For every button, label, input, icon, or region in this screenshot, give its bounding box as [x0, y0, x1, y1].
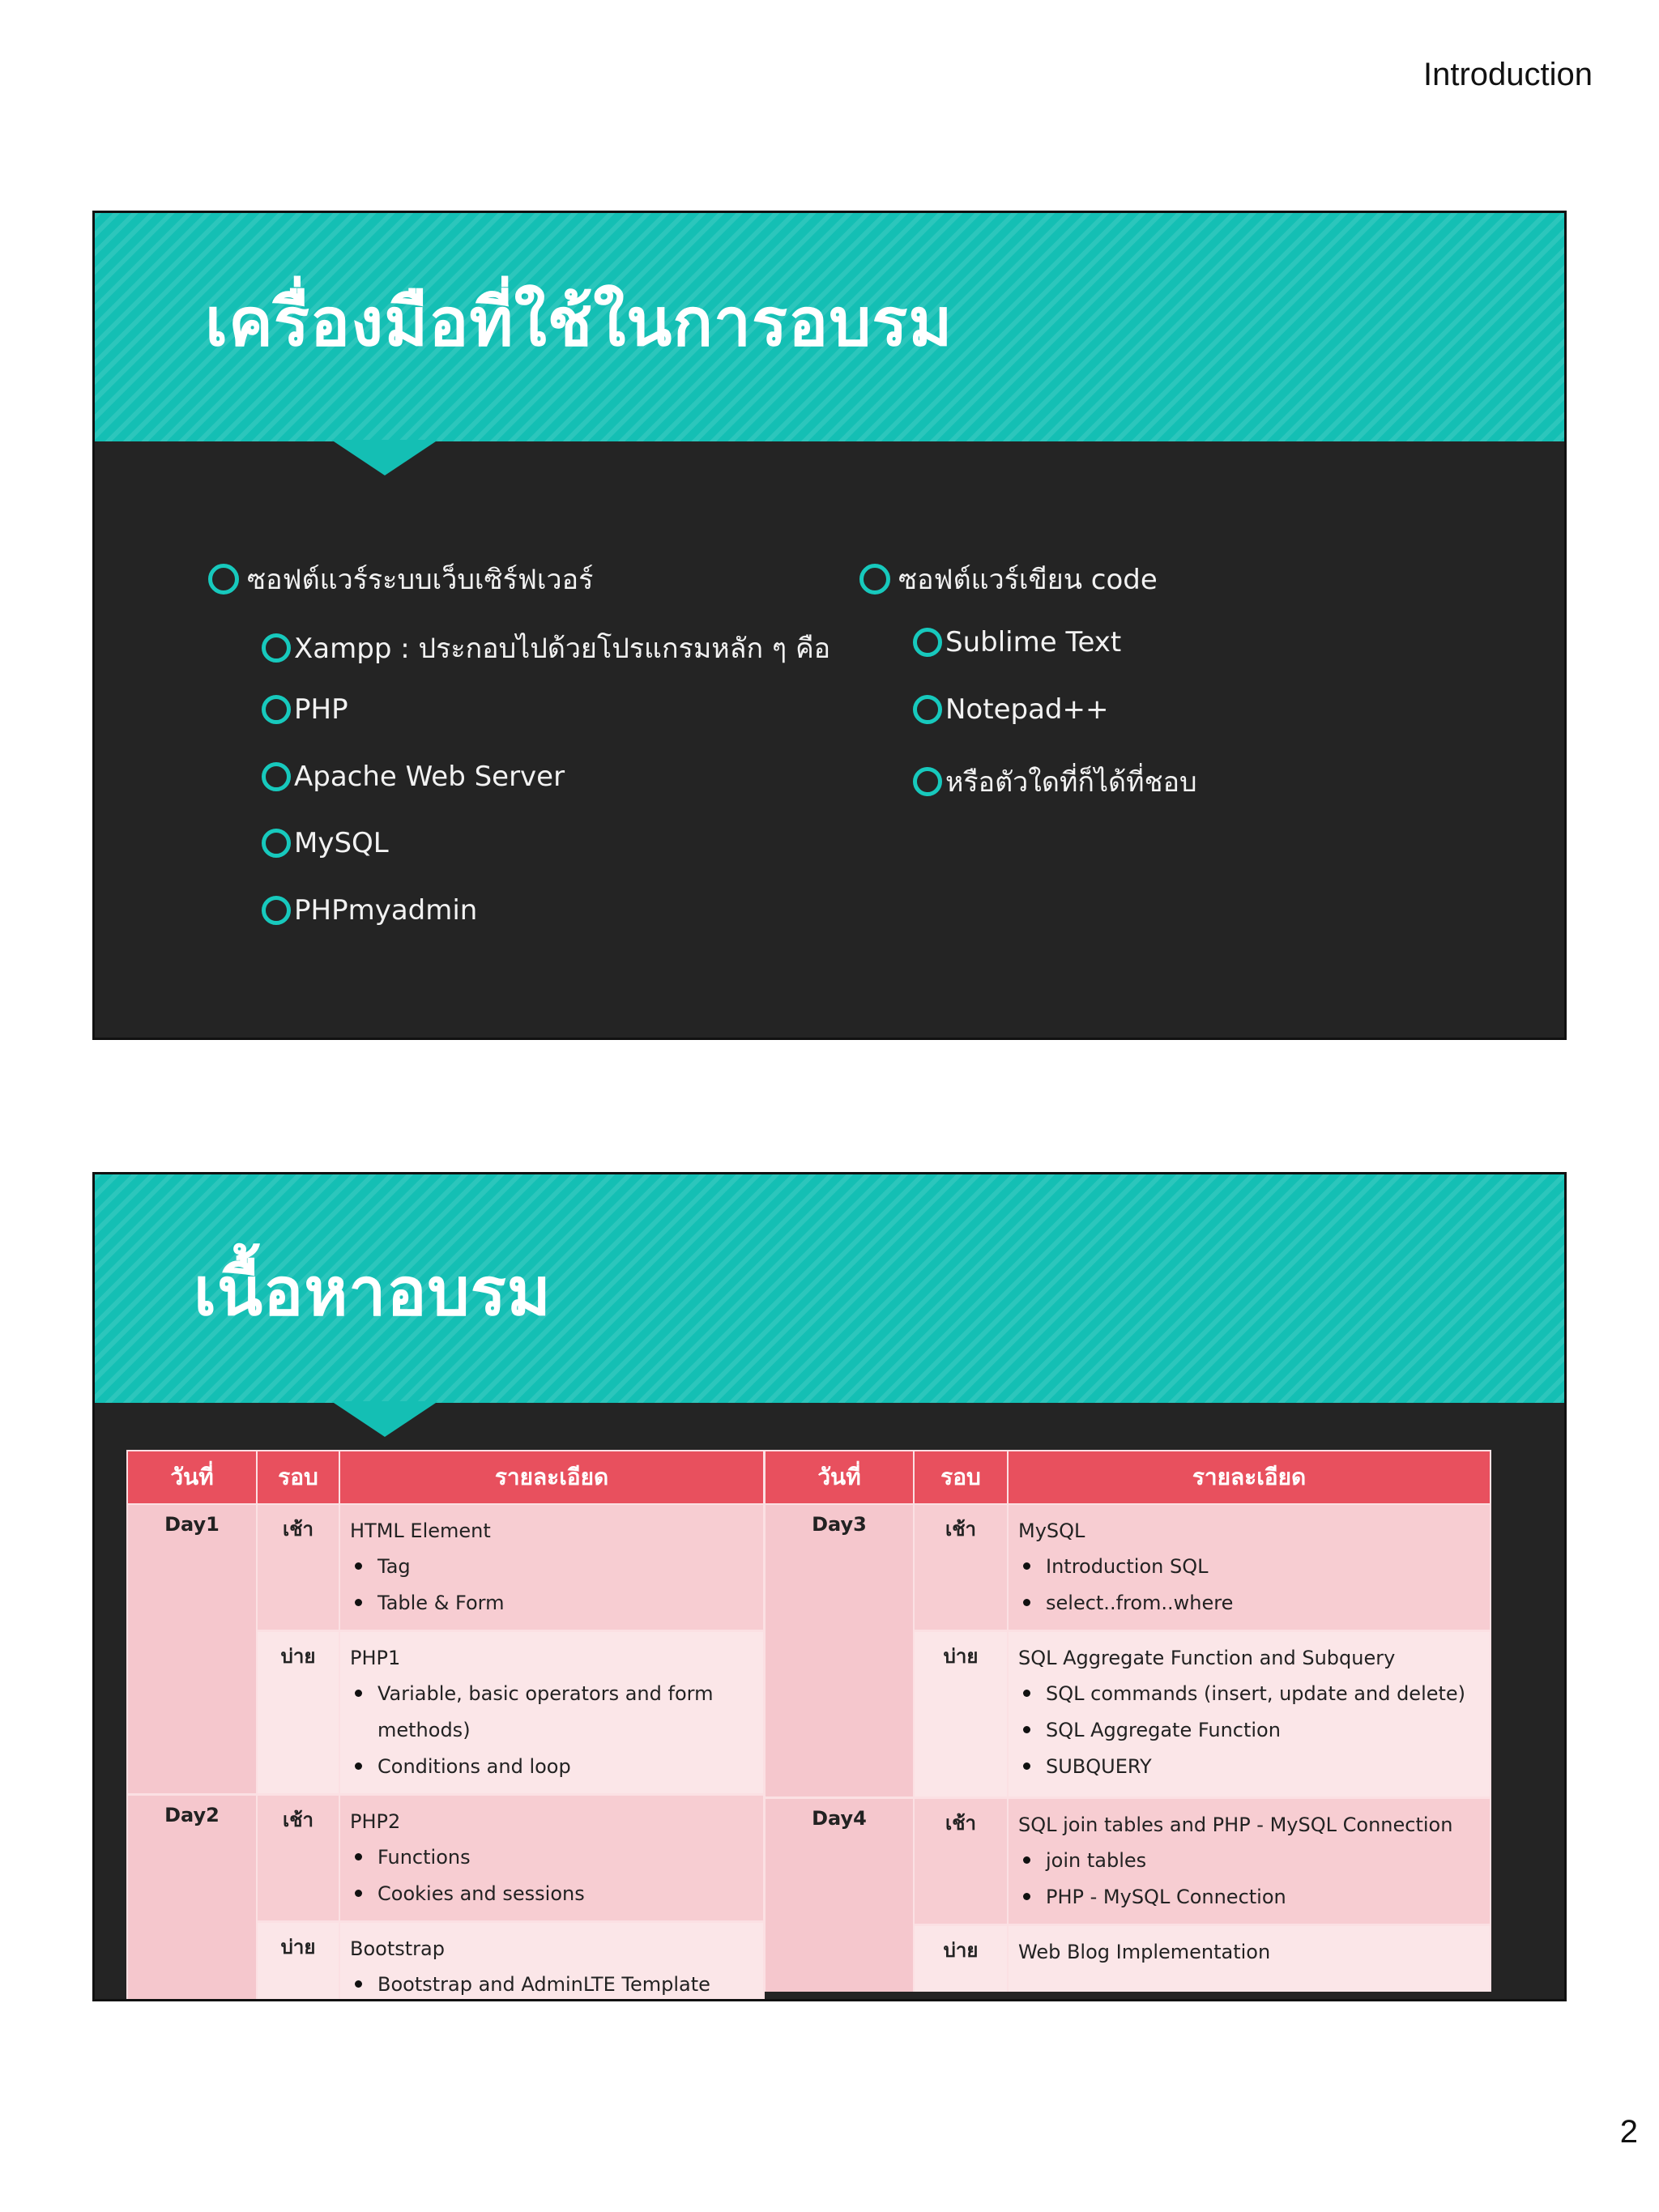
detail-bullet: Variable, basic operators and form methods) — [377, 1676, 753, 1749]
bullet-code-editor-software — [859, 557, 1158, 601]
session-cell: เช้า — [257, 1504, 339, 1631]
slide-title: เนื้อหาอบรม — [194, 1254, 552, 1331]
slide-title: เครื่องมือที่ใช้ในการอบรม — [205, 284, 953, 361]
table-row — [127, 1795, 764, 1922]
circle-bullet-icon — [262, 762, 291, 791]
detail-cell — [339, 1795, 764, 1922]
header-day: วันที่ — [765, 1451, 914, 1504]
bullet-text: MySQL — [294, 827, 389, 859]
session-cell: บ่าย — [257, 1631, 339, 1795]
bullet-sublime — [913, 626, 1121, 658]
detail-cell — [1008, 1798, 1491, 1925]
bullet-text: หรือตัวใดที่ก็ได้ที่ชอบ — [945, 766, 1197, 799]
table-header-row — [127, 1451, 764, 1504]
bullet-text: Apache Web Server — [294, 761, 565, 793]
slide-tools — [92, 211, 1567, 1040]
bullet-text: Xampp : ประกอบไปด้วยโปรแกรมหลัก ๆ คือ — [294, 633, 831, 665]
bullet-text: PHP — [294, 693, 348, 726]
detail-cell — [1008, 1631, 1491, 1798]
session-cell: บ่าย — [257, 1922, 339, 2002]
circle-bullet-icon — [859, 564, 890, 595]
bullet-text: Sublime Text — [945, 626, 1122, 658]
detail-bullet: SQL commands (insert, update and delete) — [1046, 1676, 1480, 1712]
session-cell: บ่าย — [914, 1925, 1008, 1992]
detail-bullet: Cookies and sessions — [377, 1876, 753, 1912]
detail-bullet: Tag — [377, 1549, 753, 1585]
circle-bullet-icon — [913, 628, 942, 657]
bullet-xampp — [262, 626, 830, 670]
detail-title: SQL Aggregate Function and Subquery — [1018, 1647, 1396, 1669]
table-row — [127, 1504, 764, 1631]
bullet-web-server-software — [208, 557, 593, 601]
bullet-php — [262, 693, 348, 726]
day-cell: Day2 — [127, 1795, 257, 2002]
detail-bullet: Functions — [377, 1839, 753, 1876]
table-row — [765, 1798, 1491, 1925]
bullet-apache — [262, 761, 565, 793]
circle-bullet-icon — [262, 829, 291, 858]
table-header-row — [765, 1451, 1491, 1504]
table-row — [765, 1504, 1491, 1631]
session-cell: เช้า — [914, 1798, 1008, 1925]
detail-bullet: Table & Form — [377, 1585, 753, 1622]
bullet-mysql — [262, 827, 389, 859]
detail-cell — [339, 1631, 764, 1795]
detail-title: Bootstrap — [350, 1937, 445, 1960]
bullet-notepad — [913, 693, 1108, 726]
detail-bullet: SQL Aggregate Function — [1046, 1712, 1480, 1749]
circle-bullet-icon — [262, 695, 291, 724]
detail-bullet: Introduction SQL — [1046, 1549, 1480, 1585]
session-cell: บ่าย — [914, 1631, 1008, 1798]
header-section-label: Introduction — [1422, 57, 1593, 92]
detail-title: Web Blog Implementation — [1018, 1941, 1271, 1963]
detail-title: HTML Element — [350, 1519, 491, 1542]
session-cell: เช้า — [257, 1795, 339, 1922]
detail-cell — [339, 1504, 764, 1631]
detail-cell — [339, 1922, 764, 2002]
bullet-text: ซอฟต์แวร์เขียน code — [898, 564, 1158, 596]
detail-bullet: PHP - MySQL Connection — [1046, 1879, 1480, 1916]
detail-title: PHP1 — [350, 1647, 401, 1669]
session-cell: เช้า — [914, 1504, 1008, 1631]
detail-bullet: SUBQUERY — [1046, 1749, 1480, 1785]
detail-title: MySQL — [1018, 1519, 1085, 1542]
banner-notch — [331, 1401, 438, 1437]
day-cell: Day4 — [765, 1798, 914, 1992]
bullet-text: PHPmyadmin — [294, 894, 478, 927]
circle-bullet-icon — [208, 564, 239, 595]
detail-cell — [1008, 1504, 1491, 1631]
detail-title: SQL join tables and PHP - MySQL Connection — [1018, 1813, 1453, 1836]
bullet-any-editor — [913, 760, 1197, 803]
bullet-text: ซอฟต์แวร์ระบบเว็บเซิร์ฟเวอร์ — [247, 564, 594, 596]
header-detail: รายละเอียด — [339, 1451, 764, 1504]
header-detail: รายละเอียด — [1008, 1451, 1491, 1504]
circle-bullet-icon — [262, 633, 291, 663]
circle-bullet-icon — [262, 896, 291, 925]
banner-notch — [331, 440, 438, 475]
detail-title: PHP2 — [350, 1810, 401, 1833]
header-session: รอบ — [257, 1451, 339, 1504]
schedule-table-left — [126, 1450, 765, 2001]
bullet-phpmyadmin — [262, 894, 477, 927]
slide-course-content — [92, 1172, 1567, 2001]
detail-bullet: select..from..where — [1046, 1585, 1480, 1622]
header-day: วันที่ — [127, 1451, 257, 1504]
day-cell: Day3 — [765, 1504, 914, 1798]
detail-cell — [1008, 1925, 1491, 1992]
circle-bullet-icon — [913, 695, 942, 724]
detail-bullet: Conditions and loop — [377, 1749, 753, 1785]
header-session: รอบ — [914, 1451, 1008, 1504]
schedule-table-right — [764, 1450, 1491, 1992]
detail-bullet: Bootstrap and AdminLTE Template — [377, 1967, 753, 2001]
bullet-text: Notepad++ — [945, 693, 1109, 726]
page-number: 2 — [1619, 2114, 1638, 2150]
circle-bullet-icon — [913, 767, 942, 796]
detail-bullet: join tables — [1046, 1843, 1480, 1879]
day-cell: Day1 — [127, 1504, 257, 1795]
